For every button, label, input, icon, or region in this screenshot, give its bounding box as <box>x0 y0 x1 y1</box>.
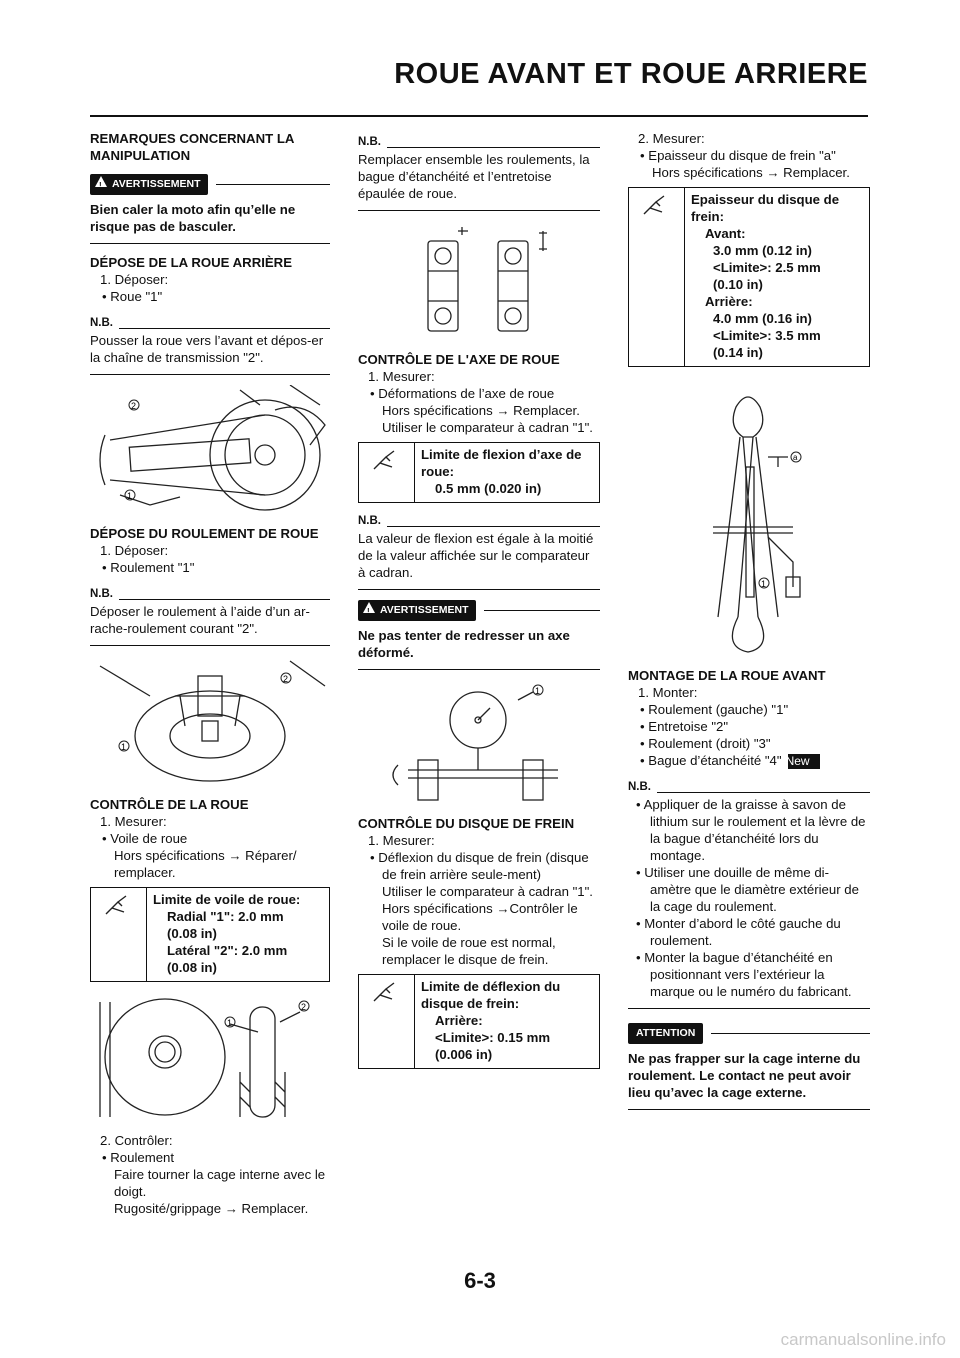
nb-list-item: • Appliquer de la graisse à savon de lithium sur le roulement et la lèvre de la bague d’étanchéité lors du montage. <box>636 797 866 863</box>
warning-triangle-icon <box>363 602 375 613</box>
nb-text: Remplacer ensemble les roulements, la bague d’étanchéité et l’entretoise épaulée de roue. <box>358 151 600 211</box>
warning-triangle-icon <box>95 176 107 187</box>
axle-dial-gauge-illustration <box>358 680 598 805</box>
spec-title: Epaisseur du disque de frein: <box>691 192 840 224</box>
caliper-icon <box>642 194 672 218</box>
spec-title: Limite de déflexion du disque de frein: <box>421 979 561 1011</box>
bullet-item: • Roue "1" <box>102 289 163 304</box>
spec-box-voile <box>90 887 330 982</box>
svg-text:1: 1 <box>227 1018 233 1028</box>
step-text: 2. Contrôler: <box>100 1133 173 1148</box>
page-number: 6-3 <box>464 1268 496 1293</box>
section-title-depose-roue: DÉPOSE DE LA ROUE ARRIÈRE <box>90 255 292 270</box>
caliper-icon <box>372 981 402 1005</box>
section-title-depose-roulement: DÉPOSE DU ROULEMENT DE ROUE <box>90 526 319 541</box>
column-middle <box>358 130 600 1075</box>
section-title-axe: CONTRÔLE DE L'AXE DE ROUE <box>358 352 560 367</box>
spec-value: 4.0 mm (0.16 in) <box>713 311 812 326</box>
spec-value: 0.5 mm (0.020 in) <box>435 481 542 496</box>
bearing-puller-illustration <box>90 656 330 786</box>
nb-block: N.B. • Appliquer de la graisse à savon de lithium sur le roulement et la lèvre de la bague d’étanchéité lors du montage. • Utiliser une douille de même di-amètre que le diamètre extérieur de la cage du roulement. • Monter d’abord le côté gauche du roulement. • Monter la bague d’étanchéité en positionnant vers l’extérieur la marque ou le numéro du fabricant. <box>628 779 870 1009</box>
bullet-item: • Roulement "1" <box>102 560 195 575</box>
step-text: 1. Mesurer: <box>368 369 435 384</box>
step-text: 2. Mesurer: <box>638 131 705 146</box>
spec-value: Radial "1": 2.0 mm <box>167 909 284 924</box>
spec-value: Arrière: <box>435 1013 483 1028</box>
new-badge: New <box>788 754 820 769</box>
nb-text: La valeur de flexion est égale à la moitié de la valeur affichée sur le comparateur à cadran. <box>358 530 600 590</box>
spec-value: (0.08 in) <box>167 926 217 941</box>
warning-text: Ne pas tenter de redresser un axe déformé. <box>358 621 600 670</box>
spec-value: Arrière: <box>705 294 753 309</box>
section-title-montage: MONTAGE DE LA ROUE AVANT <box>628 668 826 683</box>
nb-block: N.B. Pousser la roue vers l’avant et dépos-er la chaîne de transmission "2". <box>90 315 330 375</box>
warning-badge: ! AVERTISSEMENT <box>90 174 208 195</box>
body-text: Hors spécifications → Remplacer. <box>382 403 580 418</box>
spec-value: 3.0 mm (0.12 in) <box>713 243 812 258</box>
page-header <box>0 0 960 120</box>
warning-badge: ! AVERTISSEMENT <box>358 600 476 621</box>
spec-value: <Limite>: 3.5 mm <box>713 328 821 343</box>
nb-block: N.B. Déposer le roulement à l’aide d’un ar-rache-roulement courant "2". <box>90 586 330 646</box>
bullet-item: • Roulement (gauche) "1" <box>640 702 789 717</box>
svg-text:1: 1 <box>761 579 767 589</box>
bullet-item: • Entretoise "2" <box>640 719 729 734</box>
nb-block: N.B. Remplacer ensemble les roulements, la bague d’étanchéité et l’entretoise épaulée de roue. <box>358 134 600 211</box>
attention-block <box>628 1023 870 1110</box>
body-text: Rugosité/grippage → Remplacer. <box>114 1201 309 1216</box>
attention-text: Ne pas frapper sur la cage interne du roulement. Le contact ne peut avoir lieu qu’avec la cage externe. <box>628 1044 870 1110</box>
body-text: Si le voile de roue est normal, remplacer le disque de frein. <box>382 935 556 967</box>
bullet-item: • Roulement <box>102 1150 175 1165</box>
warning-text: Bien caler la moto afin qu’elle ne risque pas de basculer. <box>90 195 330 244</box>
spec-value: Latéral "2": 2.0 mm <box>167 943 288 958</box>
spec-value: (0.08 in) <box>167 960 217 975</box>
nb-list <box>628 796 870 1009</box>
spec-value: (0.14 in) <box>713 345 763 360</box>
bullet-item: • Bague d’étanchéité "4" New <box>628 752 870 769</box>
body-text: Hors spécifications → Remplacer. <box>652 165 850 180</box>
spec-box-deflexion <box>358 974 600 1069</box>
wheel-runout-illustration <box>90 992 330 1122</box>
spec-title: Limite de flexion d’axe de roue: <box>421 447 582 479</box>
watermark: carmanualsonline.info <box>780 1330 946 1349</box>
warning-block <box>358 600 600 670</box>
bullet-item: • Voile de roue <box>102 831 188 846</box>
spec-box-epaisseur <box>628 187 870 367</box>
section-title-disque: CONTRÔLE DU DISQUE DE FREIN <box>358 816 575 831</box>
step-text: 1. Mesurer: <box>368 833 435 848</box>
step-text: 1. Monter: <box>638 685 698 700</box>
attention-badge: ATTENTION <box>628 1023 703 1044</box>
spec-value: (0.10 in) <box>713 277 763 292</box>
svg-text:2: 2 <box>283 674 289 684</box>
bullet-item: • Déflexion du disque de frein (disque de frein arrière seule-ment) <box>370 850 589 882</box>
page-title: ROUE AVANT ET ROUE ARRIERE <box>394 58 868 90</box>
section-title-manipulation: REMARQUES CONCERNANT LA MANIPULATION <box>90 131 294 163</box>
nb-text: Déposer le roulement à l’aide d’un ar-rache-roulement courant "2". <box>90 603 330 646</box>
body-text: Utiliser le comparateur à cadran "1". <box>382 884 593 899</box>
header-rule <box>90 115 868 117</box>
body-text: Hors spécifications →Contrôler le voile de roue. <box>382 901 578 933</box>
nb-list-item: • Monter la bague d’étanchéité en positionnant vers l’extérieur la marque ou le numéro du fabricant. <box>636 950 852 999</box>
caliper-icon <box>104 894 134 918</box>
svg-text:2: 2 <box>301 1002 307 1012</box>
brake-disc-thickness-illustration <box>628 387 868 657</box>
nb-block: N.B. La valeur de flexion est égale à la moitié de la valeur affichée sur le comparateur à cadran. <box>358 513 600 590</box>
spec-value: Avant: <box>705 226 746 241</box>
bearing-cross-section-illustration <box>358 221 598 341</box>
body-text: Hors spécifications → Réparer/ remplacer. <box>114 848 297 880</box>
column-left <box>90 130 330 1217</box>
svg-text:a: a <box>793 453 798 462</box>
spec-value: <Limite>: 0.15 mm <box>435 1030 551 1045</box>
nb-list-item: • Utiliser une douille de même di-amètre que le diamètre extérieur de la cage du roulement. <box>636 865 859 914</box>
bullet-item: • Roulement (droit) "3" <box>640 736 771 751</box>
rear-wheel-chain-illustration <box>90 385 330 515</box>
step-text: 1. Mesurer: <box>100 814 167 829</box>
step-text: 1. Déposer: <box>100 272 169 287</box>
svg-text:2: 2 <box>131 401 137 411</box>
body-text: Faire tourner la cage interne avec le doigt. <box>114 1167 326 1199</box>
warning-block <box>90 174 330 244</box>
spec-title: Limite de voile de roue: <box>153 892 301 907</box>
body-text: Utiliser le comparateur à cadran "1". <box>382 420 593 435</box>
spec-box-flexion <box>358 442 600 503</box>
svg-text:1: 1 <box>535 686 541 696</box>
step-text: 1. Déposer: <box>100 543 169 558</box>
spec-value: (0.006 in) <box>435 1047 493 1062</box>
column-right <box>628 130 870 1110</box>
bullet-item: • Epaisseur du disque de frein "a" <box>640 148 836 163</box>
svg-text:1: 1 <box>127 491 133 501</box>
section-title-controle-roue: CONTRÔLE DE LA ROUE <box>90 797 249 812</box>
svg-text:1: 1 <box>121 742 127 752</box>
nb-list-item: • Monter d’abord le côté gauche du roulement. <box>636 916 841 948</box>
caliper-icon <box>372 449 402 473</box>
spec-value: <Limite>: 2.5 mm <box>713 260 821 275</box>
nb-text: Pousser la roue vers l’avant et dépos-er la chaîne de transmission "2". <box>90 332 330 375</box>
bullet-item: • Déformations de l’axe de roue <box>370 386 555 401</box>
